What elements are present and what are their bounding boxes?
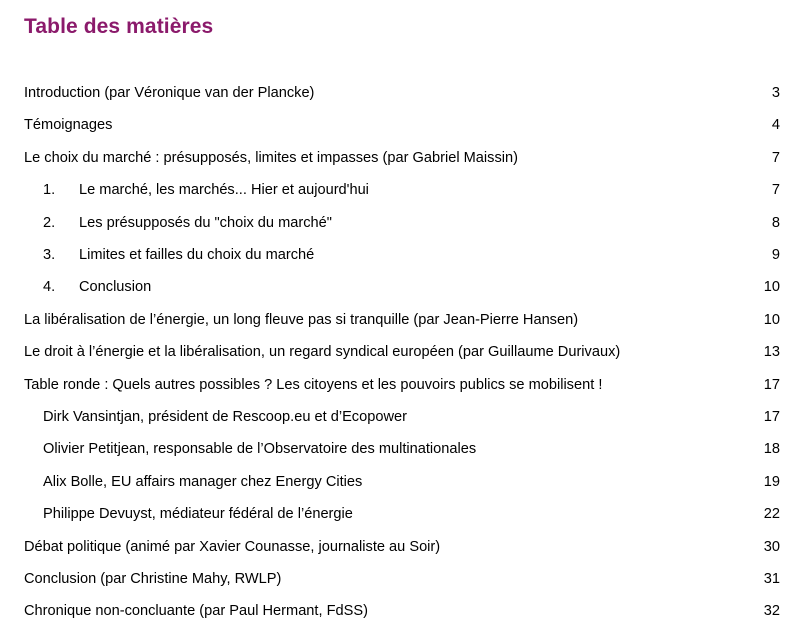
- toc-entry-number: 2.: [43, 214, 56, 231]
- toc-entry-page-number: 7: [771, 182, 780, 199]
- toc-entry-label: Conclusion: [79, 279, 152, 296]
- toc-entry[interactable]: [0, 147, 805, 169]
- toc-entry-label: Dirk Vansintjan, président de Rescoop.eu et d’Ecopower: [43, 409, 407, 425]
- toc-entry-label: Chronique non-concluante (par Paul Hermant, FdSS): [24, 603, 368, 620]
- toc-entry[interactable]: [0, 536, 805, 558]
- toc-entry-number: 3.: [43, 247, 56, 263]
- toc-entry[interactable]: [0, 374, 805, 396]
- toc-entry-label: Le choix du marché : présupposés, limites et impasses (par Gabriel Maissin): [24, 149, 518, 166]
- toc-entry[interactable]: [0, 309, 805, 331]
- toc-entry-label: Débat politique (animé par Xavier Counasse, journaliste au Soir): [24, 538, 441, 555]
- toc-entry[interactable]: [0, 406, 805, 428]
- toc-entry-page-number: 8: [771, 214, 780, 231]
- toc-entry-label: Philippe Devuyst, médiateur fédéral de l’énergie: [43, 506, 353, 523]
- toc-entry[interactable]: [0, 600, 805, 622]
- toc-entry-page-number: 18: [763, 441, 780, 458]
- toc-entry-page-number: 13: [763, 344, 780, 361]
- toc-entry-page-number: 4: [771, 117, 780, 134]
- toc-entry-page-number: 31: [763, 571, 780, 587]
- toc-entry-label: Alix Bolle, EU affairs manager chez Energy Cities: [43, 473, 363, 490]
- toc-entry[interactable]: [0, 341, 805, 363]
- toc-entry[interactable]: [0, 568, 805, 590]
- toc-entry-label: Le droit à l’énergie et la libéralisation, un regard syndical européen (par Guillaume Durivaux): [24, 344, 621, 361]
- toc-entry-page-number: 19: [763, 473, 780, 490]
- toc-entry-label: Olivier Petitjean, responsable de l’Observatoire des multinationales: [43, 441, 477, 458]
- toc-entry-number: 1.: [43, 182, 56, 199]
- toc-entry[interactable]: [0, 82, 805, 104]
- toc-entry[interactable]: [0, 244, 805, 266]
- toc-title: Table des matières: [24, 15, 214, 38]
- toc-entry-page-number: 9: [771, 247, 780, 263]
- toc-entry-page-number: 17: [763, 409, 780, 425]
- toc-entry-page-number: 7: [771, 149, 780, 166]
- toc-entry-label: Conclusion (par Christine Mahy, RWLP): [24, 571, 282, 587]
- toc-entry[interactable]: [0, 114, 805, 136]
- toc-entry-page-number: 10: [763, 279, 780, 296]
- toc-entry-page-number: 17: [763, 376, 780, 393]
- toc-entry-page-number: 22: [763, 506, 780, 523]
- toc-entry[interactable]: [0, 212, 805, 234]
- toc-entry-page-number: 32: [763, 603, 780, 620]
- toc-entry-label: La libéralisation de l’énergie, un long fleuve pas si tranquille (par Jean-Pierre Hansen): [24, 311, 579, 328]
- toc-entry[interactable]: [0, 276, 805, 298]
- toc-entry-page-number: 3: [771, 85, 780, 101]
- toc-entry-label: Limites et failles du choix du marché: [79, 247, 315, 263]
- toc-entry-label: Témoignages: [24, 117, 113, 134]
- toc-entry-label: Table ronde : Quels autres possibles ? Les citoyens et les pouvoirs publics se mobilisent !: [24, 376, 603, 393]
- toc-entry-page-number: 10: [763, 311, 780, 328]
- toc-entry[interactable]: [0, 471, 805, 493]
- toc-entry-number: 4.: [43, 279, 56, 296]
- toc-entry-label: Le marché, les marchés... Hier et aujourd'hui: [79, 182, 369, 199]
- toc-entry[interactable]: [0, 179, 805, 201]
- toc-entry[interactable]: [0, 503, 805, 525]
- toc-entry-page-number: 30: [763, 538, 780, 555]
- toc-entry-label: Les présupposés du "choix du marché": [79, 214, 332, 231]
- toc-entry-label: Introduction (par Véronique van der Plancke): [24, 85, 315, 101]
- toc-entry[interactable]: [0, 438, 805, 460]
